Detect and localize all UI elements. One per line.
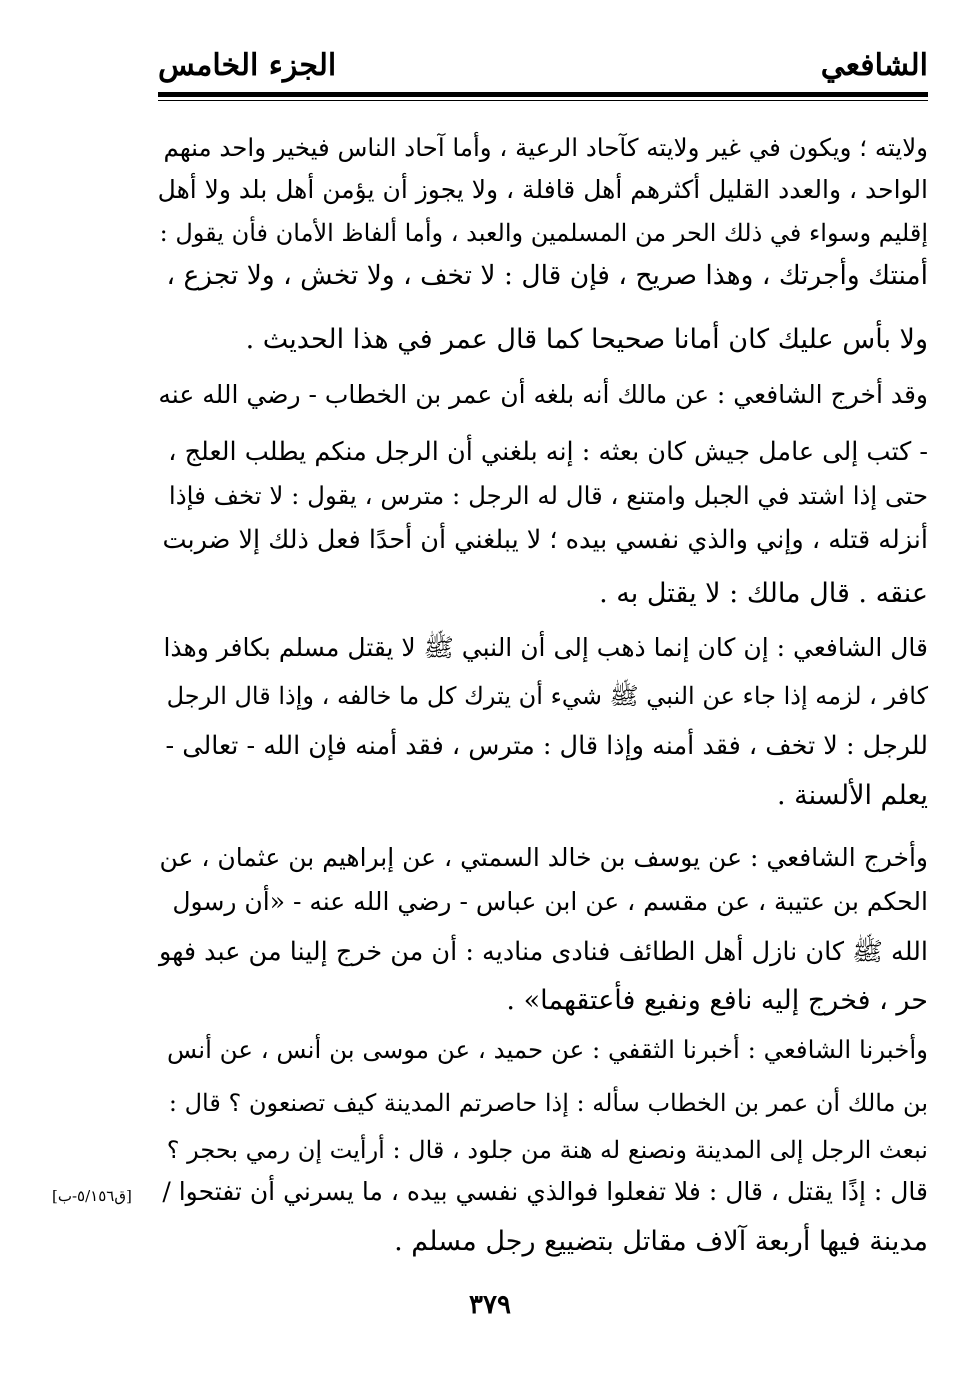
text-line: الواحد ، والعدد القليل أكثرهم أهل قافلة ، ولا يجوز أن يؤمن أهل بلد ولا أهل bbox=[157, 175, 928, 204]
text-line: وأخبرنا الشافعي : أخبرنا الثقفي : عن حميد ، عن موسى بن أنس ، عن أنس bbox=[167, 1035, 928, 1064]
text-line: الحكم بن عتيبة ، عن مقسم ، عن ابن عباس - رضي الله عنه - «أن رسول bbox=[172, 887, 928, 916]
text-line: قال : إذًا يقتل ، قال : فلا تفعلوا فوالذي نفسي بيده ، ما يسرني أن تفتحوا / bbox=[162, 1177, 928, 1206]
text-line: - كتب إلى عامل جيش كان بعثه : إنه بلغني أن الرجل منكم يطلب العلج ، bbox=[168, 437, 928, 467]
text-line: وأخرج الشافعي : عن يوسف بن خالد السمتي ، عن إبراهيم بن عثمان ، عن bbox=[159, 843, 928, 872]
header-volume-title: الجزء الخامس bbox=[158, 48, 337, 83]
text-line: مدينة فيها أربعة آلاف مقاتل بتضييع رجل مسلم . bbox=[394, 1226, 928, 1257]
text-line: كافر ، لزمه إذا جاء عن النبي ﷺ شيء أن يترك كل ما خالفه ، وإذا قال الرجل bbox=[166, 682, 928, 710]
header-rule-thin bbox=[158, 100, 928, 101]
text-line: نبعث الرجل إلى المدينة ونصنع له هنة من جلود ، قال : أرأيت إن رمي بحجر ؟ bbox=[166, 1136, 928, 1164]
header-book-title: الشافعي bbox=[820, 48, 928, 83]
text-line: الله ﷺ كان نازل أهل الطائف فنادى مناديه : أن من خرج إلينا من عبد فهو bbox=[158, 937, 928, 967]
text-line: أمنتك وأجرتك ، وهذا صريح ، فإن قال : لا تخف ، ولا تخش ، ولا تجزع ، bbox=[166, 260, 928, 291]
text-line: إقليم وسواء في ذلك الحر من المسلمين والعبد ، وأما ألفاظ الأمان فأن يقول : bbox=[159, 219, 928, 247]
manuscript-folio-note: [ق٥/١٥٦-ب] bbox=[52, 1187, 132, 1205]
text-line: حتى إذا اشتد في الجبل وامتنع ، قال له الرجل : مترس ، يقول : لا تخف فإذا bbox=[168, 481, 928, 510]
text-line: قال الشافعي : إن كان إنما ذهب إلى أن النبي ﷺ لا يقتل مسلم بكافر وهذا bbox=[163, 633, 928, 662]
text-line: للرجل : لا تخف ، فقد أمنه وإذا قال : مترس ، فقد أمنه فإن الله - تعالى - bbox=[165, 731, 928, 761]
page-number: ٣٧٩ bbox=[469, 1290, 511, 1320]
header-rule-thick bbox=[158, 92, 928, 97]
running-header bbox=[158, 48, 928, 82]
text-line: يعلم الألسنة . bbox=[776, 780, 928, 811]
text-line: أنزله قتله ، وإني والذي نفسي بيده ؛ لا يبلغني أن أحدًا فعل ذلك إلا ضربت bbox=[162, 525, 928, 555]
text-line: عنقه . قال مالك : لا يقتل به . bbox=[599, 578, 928, 609]
text-line: حر ، فخرج إليه نافع ونفيع فأعتقهما» . bbox=[506, 985, 928, 1016]
text-line: ولايته ؛ ويكون في غير ولايته كآحاد الرعية ، وأما آحاد الناس فيخير واحد منهم bbox=[163, 133, 928, 162]
text-line: بن مالك أن عمر بن الخطاب سأله : إذا حاصرتم المدينة كيف تصنعون ؟ قال : bbox=[168, 1089, 928, 1117]
text-line: وقد أخرج الشافعي : عن مالك أنه بلغه أن عمر بن الخطاب - رضي الله عنه bbox=[158, 380, 928, 409]
text-line: ولا بأس عليك كان أمانا صحيحا كما قال عمر في هذا الحديث . bbox=[245, 324, 928, 355]
